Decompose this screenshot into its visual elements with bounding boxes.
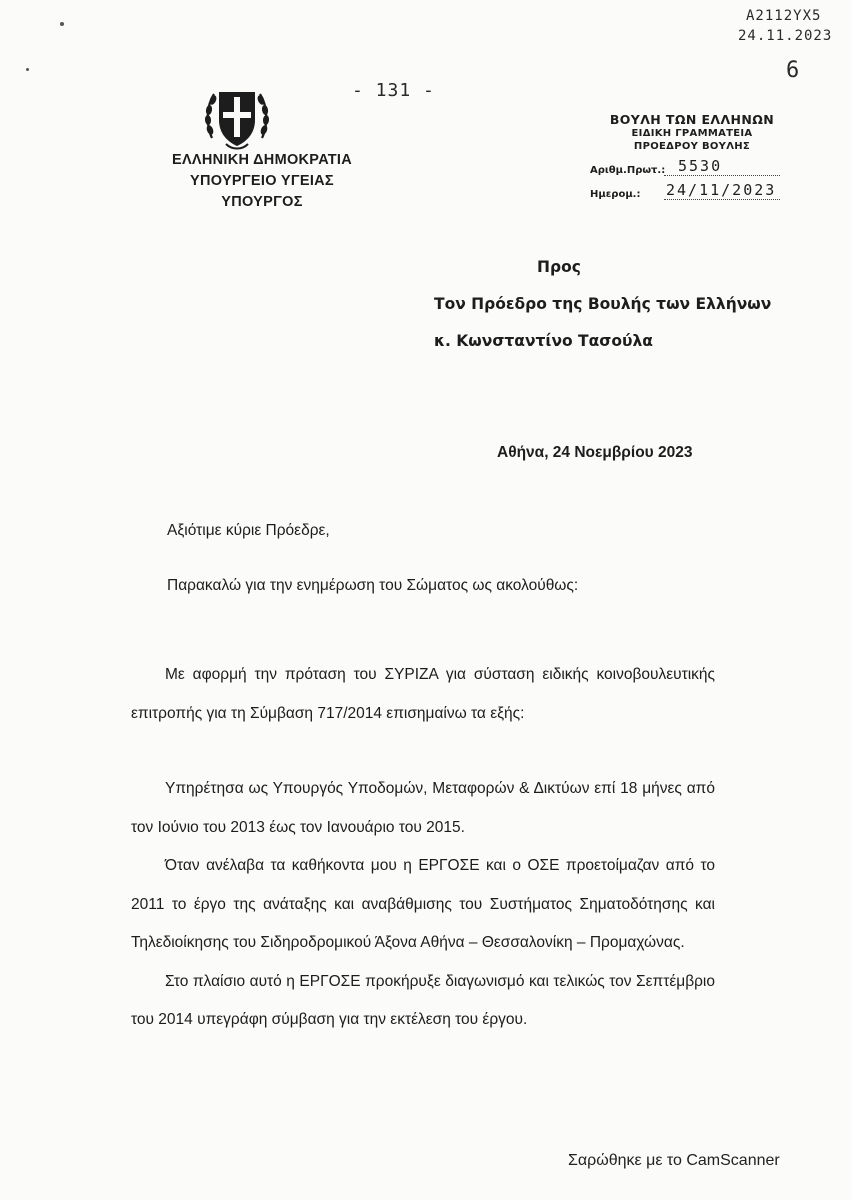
- stamp-subtitle-1: ΕΙΔΙΚΗ ΓΡΑΜΜΑΤΕΙΑ: [631, 128, 753, 139]
- greek-coat-of-arms-icon: [204, 82, 270, 152]
- registration-date: 24.11.2023: [738, 28, 833, 44]
- stamp-protocol-label: Αριθμ.Πρωτ.:: [590, 165, 666, 176]
- parliament-stamp: [580, 112, 790, 201]
- salutation: Αξιότιμε κύριε Πρόεδρε,: [167, 522, 330, 539]
- stamp-date-label: Ημερομ.:: [590, 189, 641, 200]
- letter-body: [131, 656, 715, 733]
- page-mark: - 131 -: [352, 80, 435, 101]
- sender-ministry: ΥΠΟΥΡΓΕΙΟ ΥΓΕΙΑΣ: [190, 173, 334, 189]
- stamp-protocol-row: [580, 157, 790, 177]
- letter-date: Αθήνα, 24 Νοεμβρίου 2023: [497, 444, 693, 461]
- paragraph-1: Με αφορμή την πρόταση του ΣΥΡΙΖΑ για σύσταση ειδικής κοινοβουλευτικής επιτροπής για τη Σύμβαση 717/2014 επισημαίνω τα εξής:: [131, 666, 715, 722]
- sender-country: ΕΛΛΗΝΙΚΗ ΔΗΜΟΚΡΑΤΙΑ: [171, 152, 353, 168]
- recipient-name: κ. Κωνσταντίνο Τασούλα: [434, 332, 653, 350]
- dotted-line: [664, 199, 780, 200]
- scan-speck: [60, 22, 64, 26]
- paragraph-2: Υπηρέτησα ως Υπουργός Υποδομών, Μεταφορών & Δικτύων επί 18 μήνες από τον Ιούνιο του 2013 έως τον Ιανουάριο του 2015.: [131, 780, 715, 836]
- paragraph-3: Όταν ανέλαβα τα καθήκοντα μου η ΕΡΓΟΣΕ και ο ΟΣΕ προετοίμαζαν από το 2011 το έργο της ανάταξης και αναβάθμισης του Συστήματος Σηματοδότησης και Τηλεδιοίκησης του Σιδηροδρομικού Άξονα Αθήνα – Θεσσαλονίκη – Προμαχώνας.: [131, 857, 715, 951]
- stamp-title: ΒΟΥΛΗ ΤΩΝ ΕΛΛΗΝΩΝ: [609, 112, 775, 127]
- letter-body: [131, 770, 715, 1040]
- stamp-protocol-value: 5530: [678, 157, 723, 175]
- stamp-date-row: [580, 181, 790, 201]
- intro-line: Παρακαλώ για την ενημέρωση του Σώματος ως ακολούθως:: [167, 577, 579, 594]
- scan-speck: [26, 68, 29, 71]
- paragraph-4: Στο πλαίσιο αυτό η ΕΡΓΟΣΕ προκήρυξε διαγωνισμό και τελικώς τον Σεπτέμβριο του 2014 υπεγράφη σύμβαση για την εκτέλεση του έργου.: [131, 972, 715, 1028]
- stamp-date-value: 24/11/2023: [666, 181, 777, 199]
- sender-role: ΥΠΟΥΡΓΟΣ: [221, 194, 303, 210]
- recipient-title: Τον Πρόεδρο της Βουλής των Ελλήνων: [434, 295, 772, 313]
- page-number: 6: [786, 58, 801, 83]
- stamp-subtitle-2: ΠΡΟΕΔΡΟΥ ΒΟΥΛΗΣ: [633, 141, 751, 152]
- camscanner-footer: Σαρώθηκε με το CamScanner: [568, 1152, 780, 1169]
- registration-code: Α2112ΥΧ5: [746, 8, 822, 24]
- recipient-to: Προς: [537, 258, 581, 276]
- dotted-line: [664, 175, 780, 176]
- sender-block: [150, 150, 374, 213]
